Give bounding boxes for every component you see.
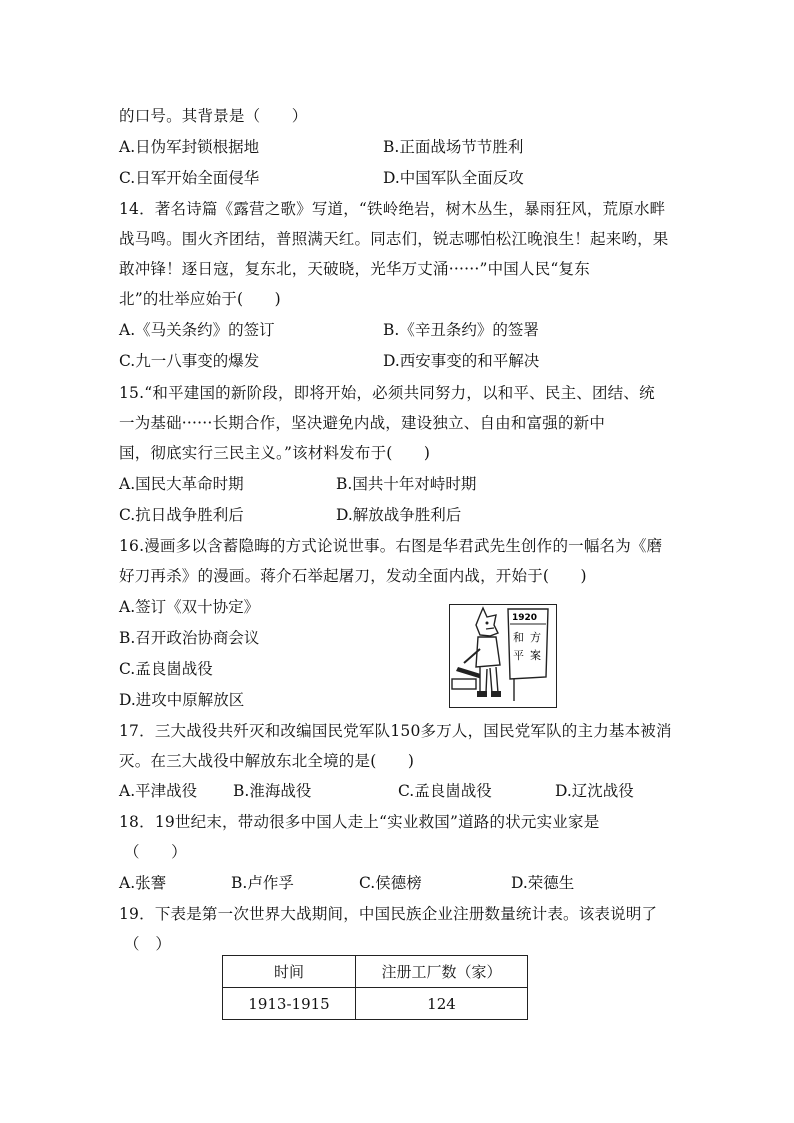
q17-option-a[interactable]: A.平津战役	[119, 782, 198, 800]
q17-option-b[interactable]: B.淮海战役	[233, 782, 312, 800]
question-17-line: 灭。在三大战役中解放东北全境的是( )	[119, 752, 415, 770]
question-16-line: 16.漫画多以含蓄隐晦的方式论说世事。右图是华君武先生创作的一幅名为《磨	[119, 537, 663, 555]
sign-char-an: 案	[530, 649, 541, 662]
question-15-line: 国，彻底实行三民主义。”该材料发布于( )	[119, 444, 431, 462]
table-header-time: 时间	[223, 956, 356, 988]
sign-char-ping: 平	[513, 649, 524, 662]
question-16-line: 好刀再杀》的漫画。蒋介石举起屠刀，发动全面内战，开始于( )	[119, 567, 587, 585]
table-cell-count: 124	[356, 988, 528, 1020]
question-19-line: 19．下表是第一次世界大战期间，中国民族企业注册数量统计表。该表说明了	[119, 905, 658, 923]
q16-option-c[interactable]: C.孟良崮战役	[119, 660, 213, 678]
enterprise-stats-table	[222, 955, 528, 1020]
q18-option-a[interactable]: A.张謇	[119, 874, 167, 892]
sign-top-text: 1920	[512, 613, 538, 623]
q13-option-a[interactable]: A.日伪军封锁根据地	[119, 138, 260, 156]
table-header-row	[223, 956, 528, 988]
sign-char-he: 和	[513, 631, 524, 644]
q18-option-b[interactable]: B.卢作孚	[231, 874, 294, 892]
question-17-line: 17．三大战役共歼灭和改编国民党军队150多万人，国民党军队的主力基本被消	[119, 722, 672, 740]
table-cell-time: 1913-1915	[223, 988, 356, 1020]
sign-char-fang: 方	[530, 631, 541, 644]
whetstone	[452, 679, 476, 689]
q15-option-b[interactable]: B.国共十年对峙时期	[336, 475, 477, 493]
q14-option-a[interactable]: A.《马关条约》的签订	[119, 321, 275, 339]
q15-option-d[interactable]: D.解放战争胜利后	[336, 506, 462, 524]
q13-option-c[interactable]: C.日军开始全面侵华	[119, 169, 260, 187]
q14-option-b[interactable]: B.《辛丑条约》的签署	[383, 321, 539, 339]
question-18-line: （ ）	[124, 843, 187, 861]
q16-option-a[interactable]: A.签订《双十协定》	[119, 598, 260, 616]
cartoon-image	[449, 604, 557, 708]
q17-option-d[interactable]: D.辽沈战役	[555, 782, 634, 800]
q18-option-c[interactable]: C.侯德榜	[359, 874, 422, 892]
q14-option-c[interactable]: C.九一八事变的爆发	[119, 352, 260, 370]
q15-option-c[interactable]: C.抗日战争胜利后	[119, 506, 244, 524]
question-15-line: 一为基础······长期合作，坚决避免内战，建设独立、自由和富强的新中	[119, 414, 606, 432]
question-15-line: 15.“和平建国的新阶段，即将开始，必须共同努力，以和平、民主、团结、统	[119, 384, 655, 402]
question-18-line: 18．19世纪末，带动很多中国人走上“实业救国”道路的状元实业家是	[119, 813, 600, 831]
q17-option-c[interactable]: C.孟良崮战役	[398, 782, 492, 800]
cartoon-drawing	[450, 605, 555, 706]
q14-option-d[interactable]: D.西安事变的和平解决	[383, 352, 540, 370]
question-14-line: 战马鸣。围火齐团结，普照满天红。同志们，锐志哪怕松江晚浪生！起来哟，果	[119, 230, 669, 248]
boot-left	[477, 691, 487, 697]
question-14-line: 14．著名诗篇《露营之歌》写道，“铁岭绝岩，树木丛生，暴雨狂风，荒原水畔	[119, 200, 666, 218]
table-header-count: 注册工厂数（家）	[356, 956, 528, 988]
q13-option-b[interactable]: B.正面战场节节胜利	[383, 138, 524, 156]
q16-option-b[interactable]: B.召开政治协商会议	[119, 629, 260, 647]
question-14-line: 敢冲锋！逐日寇，复东北，天破晓，光华万丈涌······”中国人民“复东	[119, 260, 590, 278]
figure-body	[476, 637, 500, 667]
q13-option-d[interactable]: D.中国军队全面反攻	[383, 169, 524, 187]
figure-legs	[480, 667, 498, 693]
question-14-line: 北”的壮举应始于( )	[119, 290, 281, 308]
q16-option-d[interactable]: D.进攻中原解放区	[119, 691, 245, 709]
boot-right	[491, 691, 501, 697]
table-row	[223, 988, 528, 1020]
question-19-line: （ ）	[124, 935, 172, 953]
figure-eye	[486, 622, 489, 625]
q15-option-a[interactable]: A.国民大革命时期	[119, 475, 244, 493]
q18-option-d[interactable]: D.荣德生	[511, 874, 575, 892]
question-13-stem: 的口号。其背景是（ ）	[119, 107, 308, 125]
